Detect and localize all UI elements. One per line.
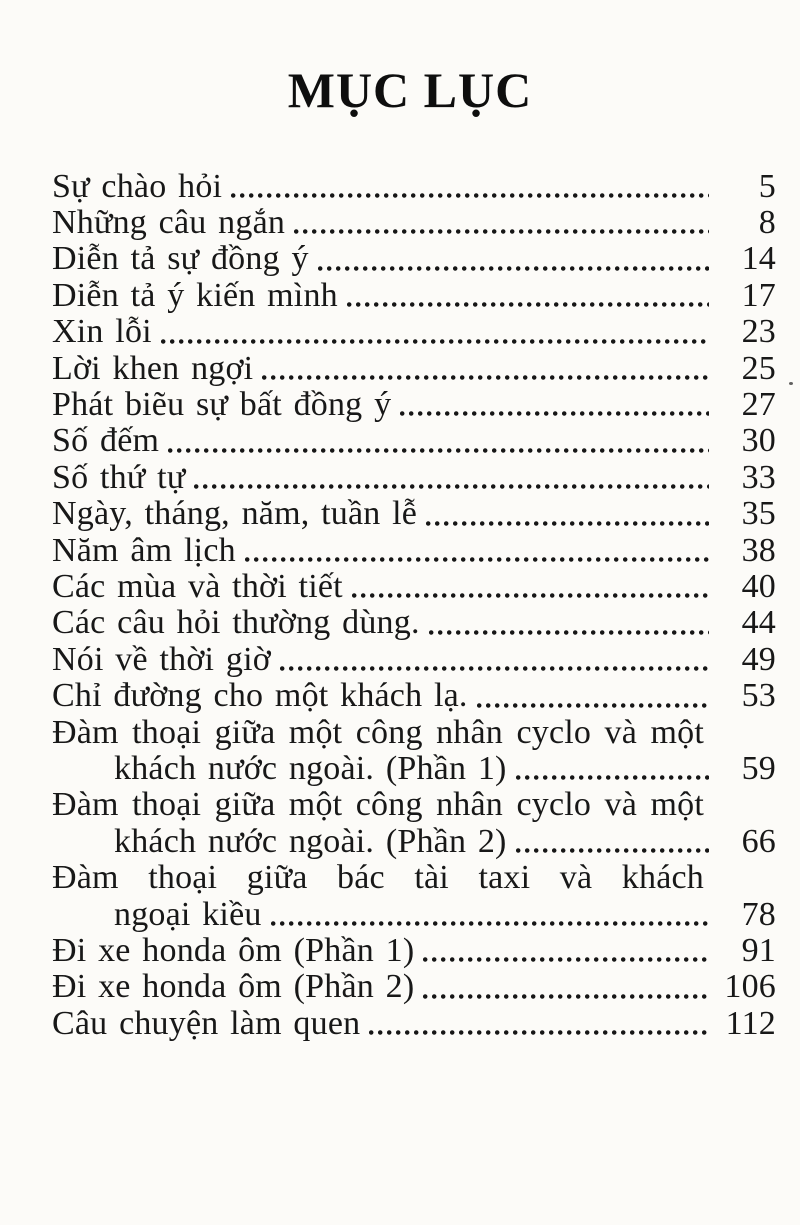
dot-leader — [400, 411, 709, 416]
toc-row — [0, 533, 800, 569]
toc-entry-title: Đàm thoại giữa bác tài taxi và khách — [52, 859, 704, 897]
toc-list — [0, 169, 800, 1043]
toc-entry-title: Các mùa và thời tiết — [52, 567, 343, 605]
toc-entry-title: Số thứ tự — [52, 458, 186, 496]
toc-row — [0, 460, 800, 496]
toc-row — [0, 605, 800, 641]
page-title: MỤC LỤC — [287, 62, 533, 118]
toc-row — [0, 351, 800, 387]
dot-leader — [294, 229, 709, 234]
page-number: 59 — [741, 750, 776, 787]
page-number: 8 — [758, 203, 776, 241]
toc-entry-title: Đàm thoại giữa một công nhân cyclo và một — [52, 786, 704, 824]
toc-entry-title: Năm âm lịch — [52, 531, 236, 569]
toc-row — [0, 824, 800, 860]
toc-entry-title: Phát biẽu sự bất đồng ý — [52, 385, 392, 423]
page-number: 27 — [741, 385, 776, 423]
toc-row — [0, 751, 800, 787]
dot-leader — [516, 848, 709, 853]
toc-entry-title: Số đếm — [52, 422, 160, 460]
dot-leader — [262, 375, 709, 380]
toc-row — [0, 496, 800, 532]
toc-entry-title: Sự chào hỏi — [52, 167, 223, 205]
page-number: 78 — [741, 895, 776, 933]
toc-entry-title: Lời khen ngợi — [52, 349, 254, 387]
toc-entry-title: Đi xe honda ôm (Phần 1) — [52, 932, 415, 970]
toc-entry-title: Diễn tả ý kiến mình — [52, 276, 338, 314]
toc-row — [0, 1006, 800, 1042]
dot-leader — [318, 266, 709, 271]
page-number: 44 — [741, 604, 776, 642]
toc-entry-title: Xin lỗi — [52, 313, 152, 351]
dot-leader — [423, 957, 709, 962]
toc-row — [0, 860, 800, 896]
page-number: 66 — [741, 822, 776, 860]
dot-leader — [352, 593, 709, 598]
toc-entry-title: Ngày, tháng, năm, tuần lễ — [52, 495, 418, 533]
toc-entry-title: khách nước ngoài. (Phần 1) — [114, 750, 507, 787]
page-number: 5 — [758, 167, 776, 205]
page-number: 35 — [741, 495, 776, 533]
page-number: 23 — [741, 313, 776, 351]
dot-leader — [168, 448, 709, 453]
toc-entry-title: ngoại kiều — [114, 895, 262, 933]
toc-row — [0, 969, 800, 1005]
page-number: 25 — [741, 349, 776, 387]
toc-entry-title: Đi xe honda ôm (Phần 2) — [52, 968, 415, 1006]
toc-row — [0, 205, 800, 241]
page-number: 33 — [741, 458, 776, 496]
dot-leader — [194, 484, 709, 489]
toc-row — [0, 314, 800, 350]
page-number: 38 — [741, 531, 776, 569]
dot-leader — [426, 521, 709, 526]
page-number: 40 — [741, 567, 776, 605]
page-number: 53 — [741, 677, 776, 715]
toc-entry-title: Câu chuyện làm quen — [52, 1004, 361, 1042]
dot-leader — [516, 775, 709, 780]
dot-leader — [347, 302, 709, 307]
page-number: 17 — [741, 276, 776, 314]
toc-row — [0, 169, 800, 205]
toc-row — [0, 715, 800, 751]
toc-row — [0, 787, 800, 823]
toc-page — [0, 64, 800, 1225]
toc-entry-title: khách nước ngoài. (Phần 2) — [114, 822, 507, 860]
dot-leader — [271, 921, 709, 926]
dot-leader — [161, 339, 709, 344]
page-number: 106 — [724, 968, 776, 1006]
toc-row — [0, 569, 800, 605]
dot-leader — [369, 1030, 709, 1035]
toc-entry-title: Những câu ngắn — [52, 203, 286, 241]
page-number: 49 — [741, 640, 776, 678]
toc-row — [0, 897, 800, 933]
toc-row — [0, 933, 800, 969]
toc-row — [0, 642, 800, 678]
page-number: 30 — [741, 422, 776, 460]
toc-entry-title: Chỉ đường cho một khách lạ. — [52, 677, 468, 715]
dot-leader — [245, 557, 709, 562]
page-number: 91 — [741, 932, 776, 970]
dot-leader — [280, 666, 709, 671]
toc-row — [0, 241, 800, 277]
toc-entry-title: Diễn tả sự đồng ý — [52, 240, 309, 278]
toc-row — [0, 423, 800, 459]
dot-leader — [477, 703, 709, 708]
page-number: 112 — [725, 1004, 776, 1042]
page-number: 14 — [741, 240, 776, 278]
toc-row — [0, 278, 800, 314]
dot-leader — [231, 193, 709, 198]
dot-leader — [429, 630, 709, 635]
toc-entry-title: Các câu hỏi thường dùng. — [52, 604, 420, 642]
toc-row — [0, 387, 800, 423]
dot-leader — [423, 994, 709, 999]
toc-row — [0, 678, 800, 714]
toc-entry-title: Nói về thời giờ — [52, 640, 271, 678]
toc-entry-title: Đàm thoại giữa một công nhân cyclo và một — [52, 713, 704, 751]
